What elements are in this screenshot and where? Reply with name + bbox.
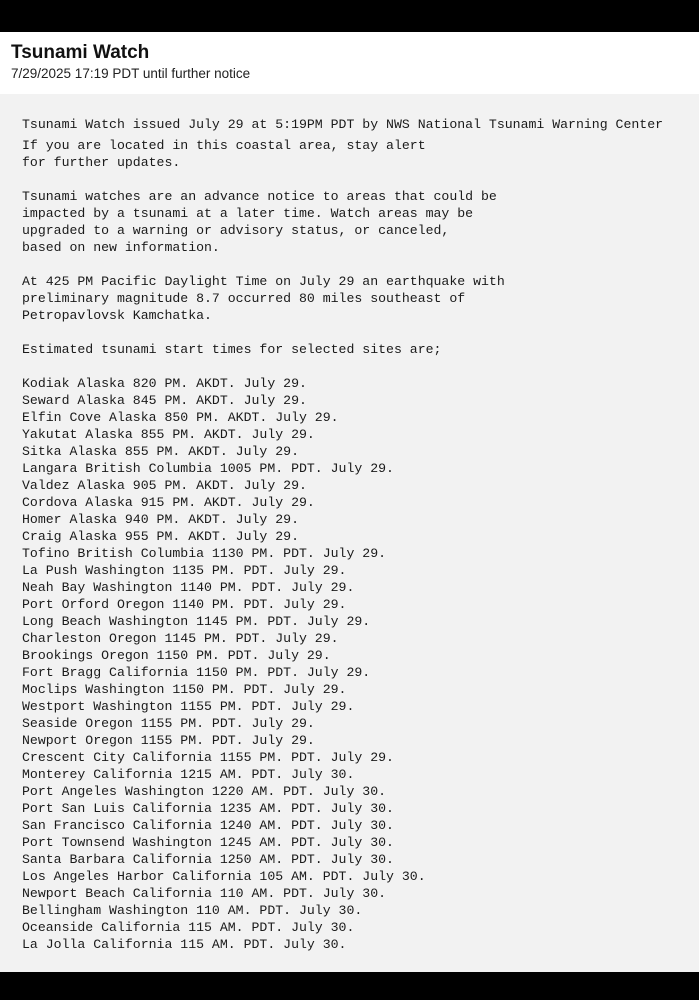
site-item: Westport Washington 1155 PM. PDT. July 29.: [22, 699, 355, 714]
site-item: Kodiak Alaska 820 PM. AKDT. July 29.: [22, 376, 307, 391]
site-item: Langara British Columbia 1005 PM. PDT. July 29.: [22, 461, 394, 476]
site-item: Seaside Oregon 1155 PM. PDT. July 29.: [22, 716, 315, 731]
site-item: Charleston Oregon 1145 PM. PDT. July 29.: [22, 631, 339, 646]
paragraph-line: Estimated tsunami start times for selected sites are;: [22, 342, 442, 357]
site-item: Monterey California 1215 AM. PDT. July 30.: [22, 767, 355, 782]
site-item: Moclips Washington 1150 PM. PDT. July 29.: [22, 682, 347, 697]
alert-title: Tsunami Watch: [11, 42, 150, 63]
site-item: Tofino British Columbia 1130 PM. PDT. July 29.: [22, 546, 387, 561]
alert-subtitle: 7/29/2025 17:19 PDT until further notice: [11, 66, 251, 81]
paragraph-line: upgraded to a warning or advisory status, or canceled,: [22, 223, 450, 238]
site-item: Crescent City California 1155 PM. PDT. July 29.: [22, 750, 394, 765]
site-item: Cordova Alaska 915 PM. AKDT. July 29.: [22, 495, 315, 510]
paragraph-earthquake: [22, 273, 699, 324]
alert-header: [0, 32, 699, 94]
site-item: Seward Alaska 845 PM. AKDT. July 29.: [22, 393, 307, 408]
site-item: San Francisco California 1240 AM. PDT. July 30.: [22, 818, 394, 833]
site-item: Brookings Oregon 1150 PM. PDT. July 29.: [22, 648, 331, 663]
site-item: La Jolla California 115 AM. PDT. July 30.: [22, 937, 347, 952]
paragraph-stay-alert: [22, 137, 699, 171]
site-item: Valdez Alaska 905 PM. AKDT. July 29.: [22, 478, 307, 493]
site-item: Newport Oregon 1155 PM. PDT. July 29.: [22, 733, 315, 748]
paragraph-line: If you are located in this coastal area, stay alert: [22, 138, 426, 153]
site-item: Bellingham Washington 110 AM. PDT. July 30.: [22, 903, 363, 918]
site-item: La Push Washington 1135 PM. PDT. July 29.: [22, 563, 347, 578]
site-item: Port San Luis California 1235 AM. PDT. July 30.: [22, 801, 394, 816]
site-item: Port Angeles Washington 1220 AM. PDT. July 30.: [22, 784, 387, 799]
site-item: Port Townsend Washington 1245 AM. PDT. July 30.: [22, 835, 394, 850]
site-item: Elfin Cove Alaska 850 PM. AKDT. July 29.: [22, 410, 339, 425]
alert-view: [0, 32, 699, 972]
site-item: Santa Barbara California 1250 AM. PDT. July 30.: [22, 852, 394, 867]
paragraph-line: based on new information.: [22, 240, 220, 255]
site-item: Sitka Alaska 855 PM. AKDT. July 29.: [22, 444, 299, 459]
site-item: Neah Bay Washington 1140 PM. PDT. July 29.: [22, 580, 355, 595]
issued-line: Tsunami Watch issued July 29 at 5:19PM PDT by NWS National Tsunami Warning Center: [22, 117, 664, 132]
site-item: Newport Beach California 110 AM. PDT. July 30.: [22, 886, 387, 901]
site-item: Oceanside California 115 AM. PDT. July 30.: [22, 920, 355, 935]
site-list: [22, 375, 699, 953]
site-item: Fort Bragg California 1150 PM. PDT. July 29.: [22, 665, 371, 680]
site-item: Long Beach Washington 1145 PM. PDT. July 29.: [22, 614, 371, 629]
paragraph-estimated-times: [22, 341, 699, 358]
paragraph-line: for further updates.: [22, 155, 181, 170]
site-item: Craig Alaska 955 PM. AKDT. July 29.: [22, 529, 299, 544]
site-item: Port Orford Oregon 1140 PM. PDT. July 29.: [22, 597, 347, 612]
site-item: Yakutat Alaska 855 PM. AKDT. July 29.: [22, 427, 315, 442]
paragraph-watch-definition: [22, 188, 699, 256]
site-item: Homer Alaska 940 PM. AKDT. July 29.: [22, 512, 299, 527]
paragraph-line: preliminary magnitude 8.7 occurred 80 miles southeast of: [22, 291, 466, 306]
paragraph-line: Tsunami watches are an advance notice to areas that could be: [22, 189, 497, 204]
paragraph-line: Petropavlovsk Kamchatka.: [22, 308, 212, 323]
paragraph-line: At 425 PM Pacific Daylight Time on July 29 an earthquake with: [22, 274, 505, 289]
paragraph-line: impacted by a tsunami at a later time. Watch areas may be: [22, 206, 474, 221]
alert-message-body: [0, 94, 699, 972]
site-item: Los Angeles Harbor California 105 AM. PDT. July 30.: [22, 869, 426, 884]
